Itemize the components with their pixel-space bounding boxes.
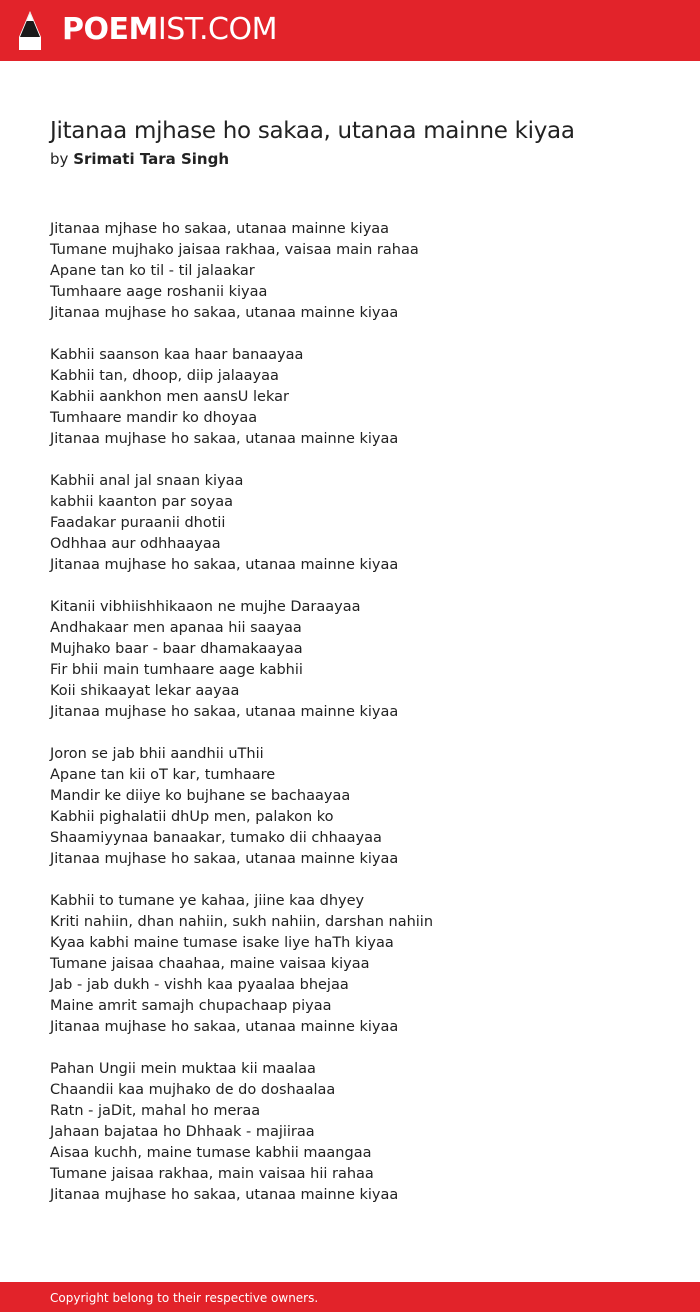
poem-line: Joron se jab bhii aandhii uThii xyxy=(50,746,264,762)
poem-line: Ratn - jaDit, mahal ho meraa xyxy=(50,1103,261,1119)
poem-line: Kabhii tan, dhoop, diip jalaayaa xyxy=(50,368,279,384)
poem-line: Jitanaa mjhase ho sakaa, utanaa mainne kiyaa xyxy=(50,221,390,237)
poem-line: Chaandii kaa mujhako de do doshaalaa xyxy=(50,1082,336,1098)
author-name: Srimati Tara Singh xyxy=(73,150,230,168)
poem-stanza xyxy=(50,597,670,723)
site-logo[interactable] xyxy=(62,12,277,48)
poem-line: Jitanaa mujhase ho sakaa, utanaa mainne kiyaa xyxy=(50,704,399,720)
copyright-notice: Copyright belong to their respective owners. xyxy=(50,1291,319,1305)
poem-line: Apane tan ko til - til jalaakar xyxy=(50,263,255,279)
poem-stanza xyxy=(50,345,670,450)
poem-line: Aisaa kuchh, maine tumase kabhii maangaa xyxy=(50,1145,372,1161)
poem-line: Andhakaar men apanaa hii saayaa xyxy=(50,620,302,636)
poem-line: Jahaan bajataa ho Dhhaak - majiiraa xyxy=(50,1124,315,1140)
poem-line: Tumane mujhako jaisaa rakhaa, vaisaa main rahaa xyxy=(50,242,419,258)
poem-line: Tumhaare mandir ko dhoyaa xyxy=(50,410,258,426)
poem-stanza xyxy=(50,219,670,324)
site-header xyxy=(0,0,700,61)
poem-stanza xyxy=(50,891,670,1038)
poem-line: Kyaa kabhi maine tumase isake liye haTh kiyaa xyxy=(50,935,394,951)
poem-line: Tumane jaisaa chaahaa, maine vaisaa kiyaa xyxy=(50,956,370,972)
poem-body xyxy=(50,219,670,1227)
poem-line: Faadakar puraanii dhotii xyxy=(50,515,226,531)
poem-line: Jitanaa mujhase ho sakaa, utanaa mainne kiyaa xyxy=(50,1187,399,1203)
poem-line: Kabhii pighalatii dhUp men, palakon ko xyxy=(50,809,334,825)
poem-line: Maine amrit samajh chupachaap piyaa xyxy=(50,998,332,1014)
poem-line: Mandir ke diiye ko bujhane se bachaayaa xyxy=(50,788,351,804)
poem-line: Kabhii anal jal snaan kiyaa xyxy=(50,473,244,489)
poem-line: Apane tan kii oT kar, tumhaare xyxy=(50,767,276,783)
byline-prefix: by xyxy=(50,150,69,168)
poem-line: Jitanaa mujhase ho sakaa, utanaa mainne kiyaa xyxy=(50,557,399,573)
poem-line: Kriti nahiin, dhan nahiin, sukh nahiin, darshan nahiin xyxy=(50,914,434,930)
poem-line: Jitanaa mujhase ho sakaa, utanaa mainne kiyaa xyxy=(50,305,399,321)
poem-line: Shaamiyynaa banaakar, tumako dii chhaayaa xyxy=(50,830,382,846)
poem-line: Jitanaa mujhase ho sakaa, utanaa mainne kiyaa xyxy=(50,851,399,867)
poem-line: Jab - jab dukh - vishh kaa pyaalaa bhejaa xyxy=(50,977,349,993)
poem-line: Odhhaa aur odhhaayaa xyxy=(50,536,221,552)
poem-line: Kitanii vibhiishhikaaon ne mujhe Daraayaa xyxy=(50,599,361,615)
poem-line: Tumane jaisaa rakhaa, main vaisaa hii rahaa xyxy=(50,1166,374,1182)
poem-line: Jitanaa mujhase ho sakaa, utanaa mainne kiyaa xyxy=(50,1019,399,1035)
poem-line: Jitanaa mujhase ho sakaa, utanaa mainne kiyaa xyxy=(50,431,399,447)
byline xyxy=(50,148,229,170)
poem-line: Kabhii aankhon men aansU lekar xyxy=(50,389,289,405)
logo-light-text: IST.COM xyxy=(157,12,277,47)
poem-line: Fir bhii main tumhaare aage kabhii xyxy=(50,662,303,678)
poem-stanza xyxy=(50,744,670,870)
pencil-icon[interactable] xyxy=(18,10,42,51)
poem-line: Koii shikaayat lekar aayaa xyxy=(50,683,240,699)
poem-stanza xyxy=(50,1059,670,1206)
logo-bold-text: POEM xyxy=(62,12,158,47)
poem-title: Jitanaa mjhase ho sakaa, utanaa mainne kiyaa xyxy=(50,118,575,144)
poem-line: Pahan Ungii mein muktaa kii maalaa xyxy=(50,1061,316,1077)
poem-line: Mujhako baar - baar dhamakaayaa xyxy=(50,641,303,657)
poem-line: Tumhaare aage roshanii kiyaa xyxy=(50,284,268,300)
site-footer xyxy=(0,1282,700,1312)
poem-line: Kabhii saanson kaa haar banaayaa xyxy=(50,347,304,363)
poem-line: Kabhii to tumane ye kahaa, jiine kaa dhyey xyxy=(50,893,365,909)
poem-stanza xyxy=(50,471,670,576)
poem-line: kabhii kaanton par soyaa xyxy=(50,494,233,510)
